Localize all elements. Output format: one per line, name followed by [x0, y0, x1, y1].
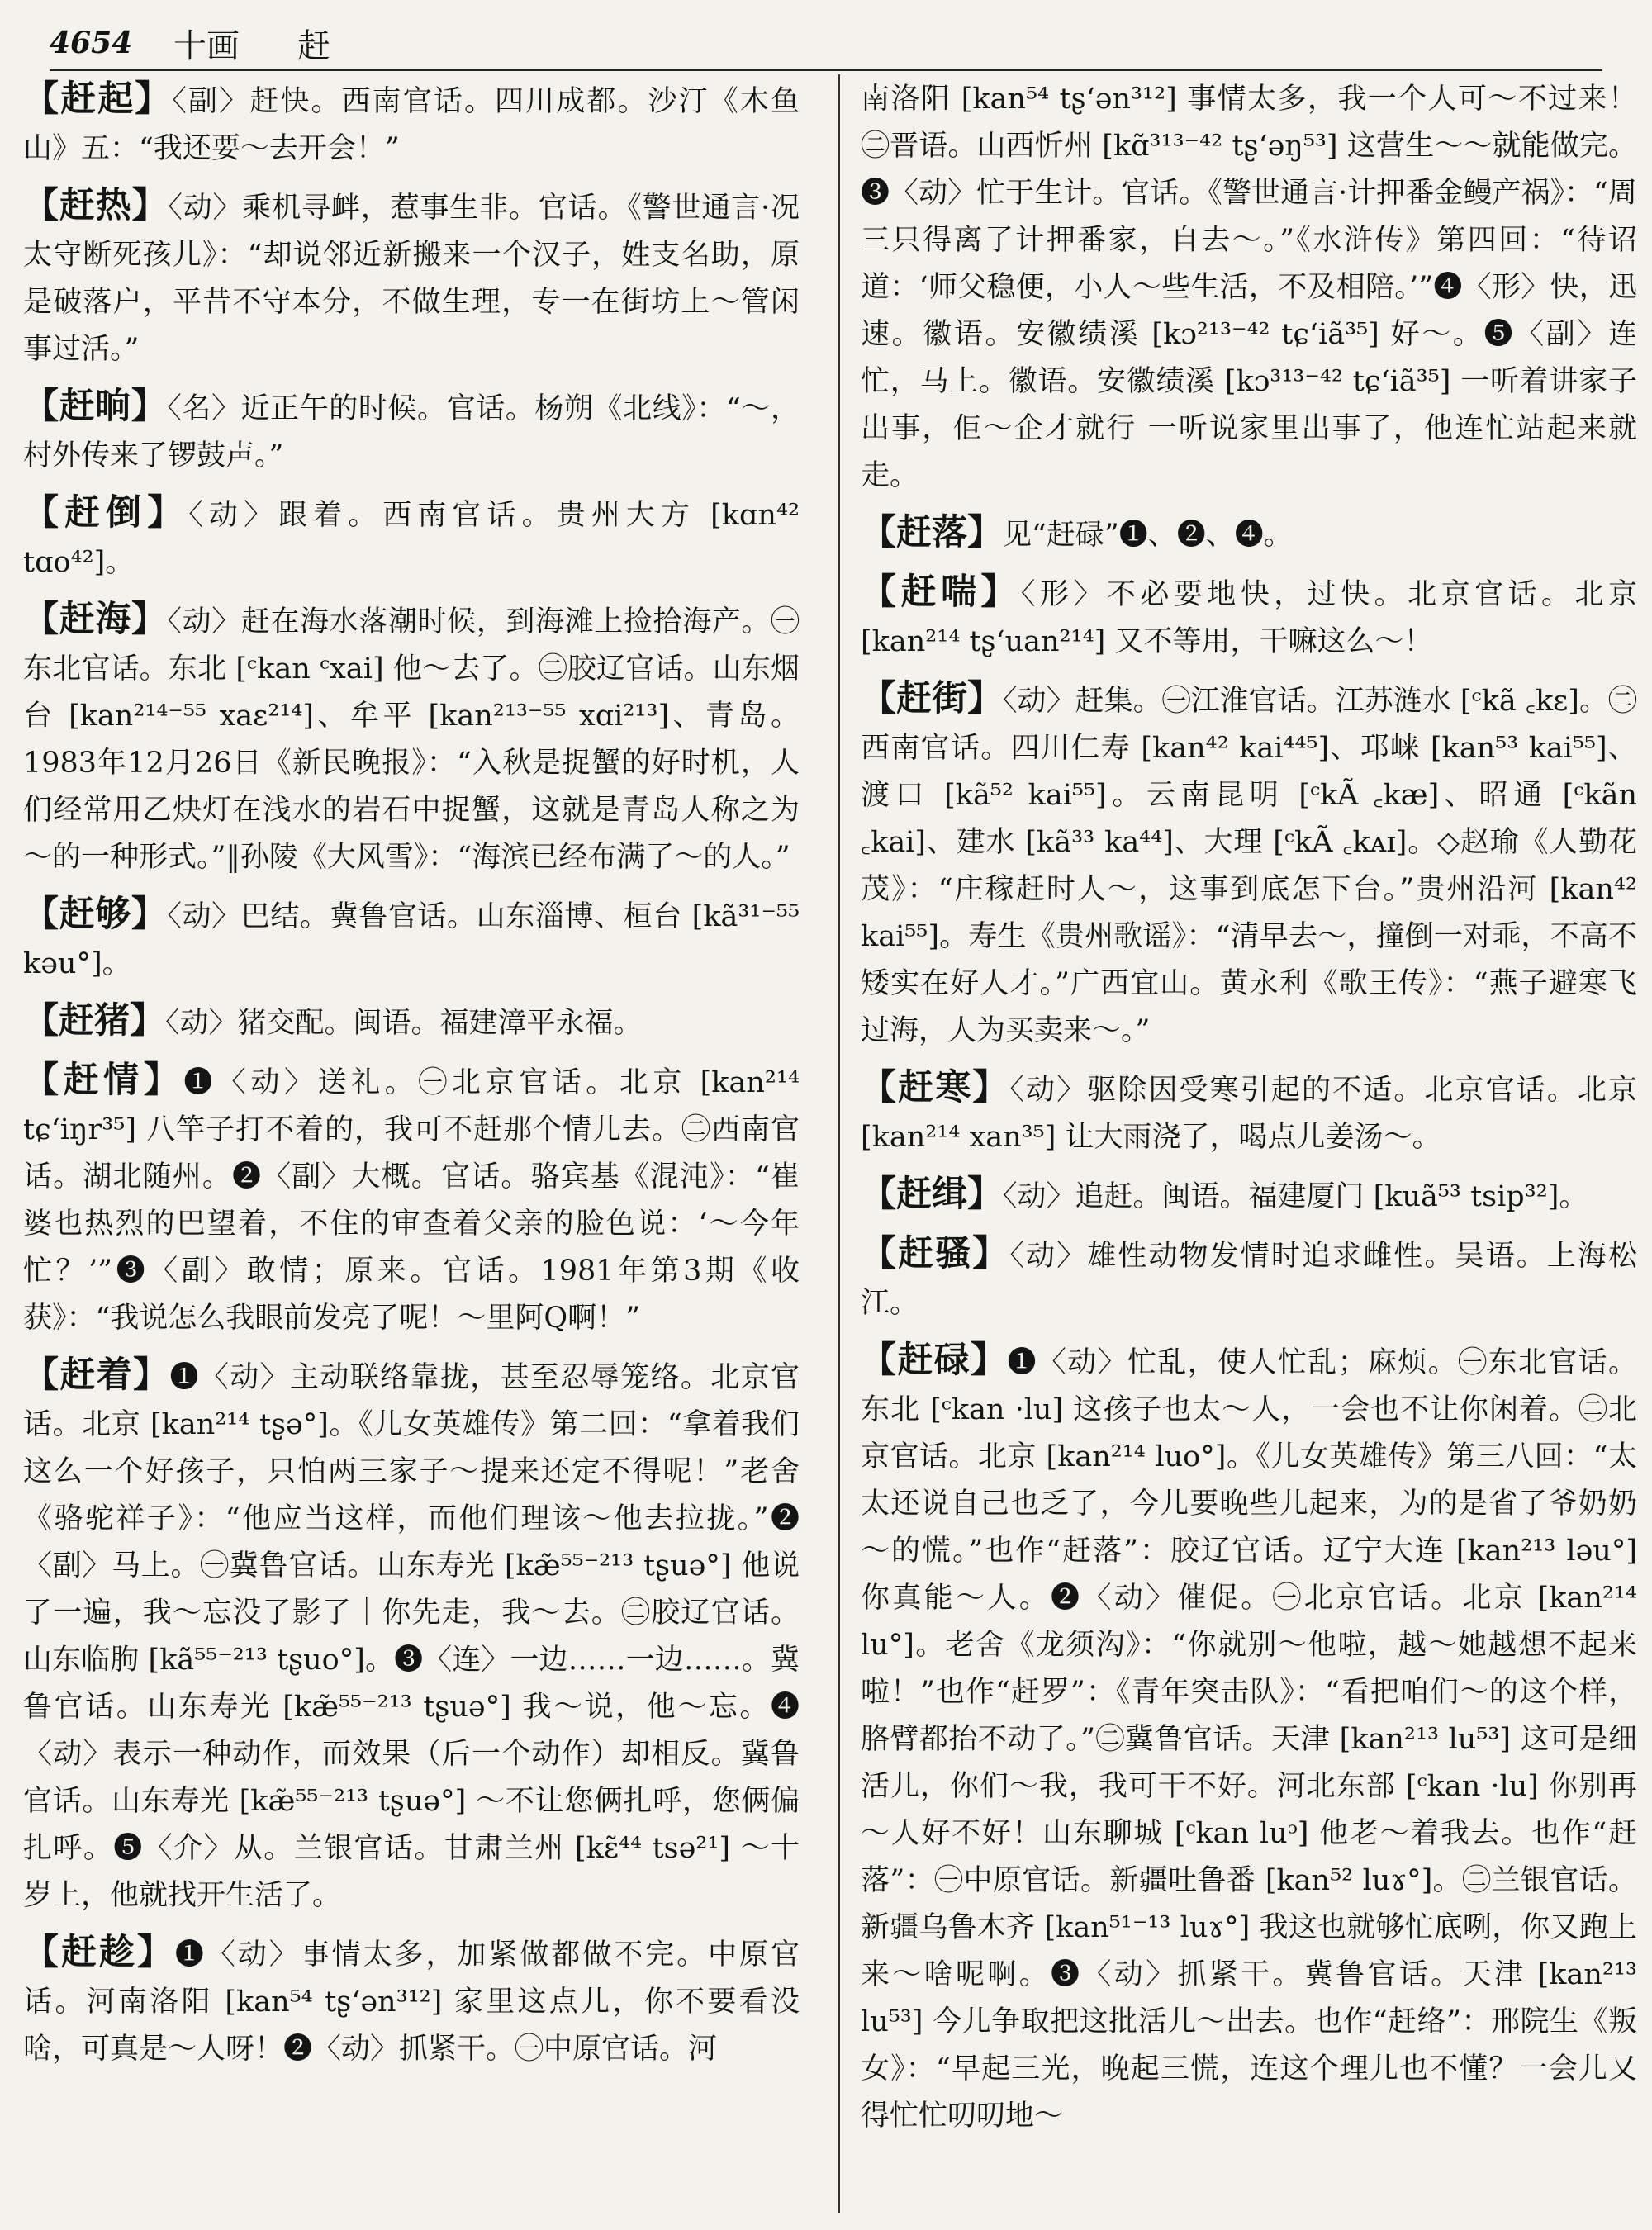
headword: 【赶喘】: [861, 572, 1021, 613]
entry-gansao: [861, 1231, 1637, 1327]
headword: 【赶晌】: [23, 386, 168, 427]
entry-ganhai: [23, 596, 800, 881]
entry-gangou: [23, 891, 800, 988]
entry-ganzhu: [23, 998, 800, 1047]
headword: 【赶着】: [23, 1355, 170, 1396]
column-divider: [838, 74, 840, 2213]
headword: 【赶倒】: [23, 492, 189, 534]
headword: 【赶海】: [23, 599, 168, 640]
headword: 【赶落】: [861, 512, 1003, 553]
definition: ❶〈动〉忙乱，使人忙乱；麻烦。㊀东北官话。东北 [ᶜkan ·lu] 这孩子也太～人，一会也不让你闲着。㊁北京官话。北京 [kan²¹⁴ luo°]。《儿女英雄传》第三八回：“太太还说自己也乏了，今儿要晚些儿起来，为的是省了爷奶奶～的慌。”也作“赶落”：胶辽官话。辽宁大连 [kan²¹³ ləu°] 你真能～人。❷〈动〉催促。㊀北京官话。北京 [kan²¹⁴ lu°]。老舍《龙须沟》：“你就别～他啦，越～她越想不起来啦！”也作“赶罗”：《青年突击队》：“看把咱们～的这个样，胳臂都抬不动了。”㊁冀鲁官话。天津 [kan²¹³ lu⁵³] 这可是细活儿，你们～我，我可干不好。河北东部 [ᶜkan ·lu] 你别再～人好不好！山东聊城 [ᶜkan luᵓ] 他老～着我去。也作“赶落”：㊀中原官话。新疆吐鲁番 [kan⁵² luɤ°]。㊁兰银官话。新疆乌鲁木齐 [kan⁵¹⁻¹³ luɤ°] 我这也就够忙底咧，你又跑上来～啥呢啊。❸〈动〉抓紧干。冀鲁官话。天津 [kan²¹³ lu⁵³] 今儿争取把这批活儿～出去。也作“赶络”：邢院生《叛女》：“早起三光，晚起三慌，连这个理儿也不懂？一会儿又得忙忙叨叨地～: [861, 1346, 1637, 2133]
entry-ganqi: [23, 76, 800, 173]
entry-ganchen: [23, 1929, 800, 2073]
definition: 〈动〉猪交配。闽语。福建漳平永福。: [165, 1007, 643, 1040]
headword: 【赶碌】: [861, 1340, 1008, 1381]
entry-ganji: [861, 1171, 1637, 1221]
headword: 【赶情】: [23, 1060, 184, 1101]
headword: 【赶起】: [23, 78, 173, 120]
entry-ganhan: [861, 1065, 1637, 1161]
definition: 〈副〉赶快。西南官话。四川成都。沙汀《木鱼山》五：“我还要～去开会！”: [23, 85, 800, 165]
entry-ganshang: [23, 383, 800, 480]
definition: 〈动〉跟着。西南官话。贵州大方 [kɑn⁴² tɑo⁴²]。: [23, 499, 800, 579]
definition: 〈动〉赶集。㊀江淮官话。江苏涟水 [ᶜkã ꜀kɛ]。㊁西南官话。四川仁寿 [kan⁴² kai⁴⁴⁵]、邛崃 [kan⁵³ kai⁵⁵]、渡口 [kã⁵² kai⁵⁵]。云南昆明 [ᶜkÃ ꜀kæ]、昭通 [ᶜkãn ꜀kai]、建水 [kã³³ ka⁴⁴]、大理 [ᶜkÃ ꜀kᴀɪ]。◇赵瑜《人勤花茂》：“庄稼赶时人～，这事到底怎下台。”贵州沿河 [kan⁴² kai⁵⁵]。寿生《贵州歌谣》：“清早去～，撞倒一对乖，不高不矮实在好人才。”广西宜山。黄永利《歌王传》：“燕子避寒飞过海，人为买卖来～。”: [861, 685, 1637, 1047]
definition: 〈形〉不必要地快，过快。北京官话。北京 [kan²¹⁴ tʂʻuan²¹⁴] 又不等用，干嘛这么～！: [861, 578, 1637, 658]
definition: 〈动〉追赶。闽语。福建厦门 [kuã⁵³ tsip³²]。: [1003, 1180, 1588, 1213]
definition: ❶〈动〉主动联络靠拢，甚至忍辱笼络。北京官话。北京 [kan²¹⁴ tʂə°]。《儿女英雄传》第二回：“拿着我们这么一个好孩子，只怕两三家子～提来还定不得呢！”老舍《骆驼祥子》：“他应当这样，而他们理该～他去拉拢。”❷〈副〉马上。㊀冀鲁官话。山东寿光 [kæ̃⁵⁵⁻²¹³ tʂuə°] 他说了一遍，我～忘没了影了｜你先走，我～去。㊁胶辽官话。山东临朐 [kã⁵⁵⁻²¹³ tʂuo°]。❸〈连〉一边……一边……。冀鲁官话。山东寿光 [kæ̃⁵⁵⁻²¹³ tʂuə°] 我～说，他～忘。❹〈动〉表示一种动作，而效果（后一个动作）却相反。冀鲁官话。山东寿光 [kæ̃⁵⁵⁻²¹³ tʂuə°] ～不让您俩扎呼，您俩偏扎呼。❺〈介〉从。兰银官话。甘肃兰州 [kɛ̃⁴⁴ tsə²¹] ～十岁上，他就找开生活了。: [23, 1361, 800, 1912]
headword: 【赶猪】: [23, 1000, 165, 1041]
headword: 【赶热】: [23, 185, 169, 226]
definition: 见“赶碌”❶、❷、❹。: [1003, 519, 1293, 552]
header-rule: [50, 69, 1602, 71]
definition: 〈名〉近正午的时候。官话。杨朔《北线》：“～，村外传来了锣鼓声。”: [23, 392, 800, 472]
head-character: 赶: [297, 26, 330, 65]
headword: 【赶趁】: [23, 1932, 175, 1973]
definition: 〈动〉乘机寻衅，惹事生非。官话。《警世通言·况太守断死孩儿》：“却说邻近新搬来一个汉子，姓支名助，原是破落户，平昔不守本分，不做生理，专一在街坊上～管闲事过活。”: [23, 192, 800, 366]
definition: ❶〈动〉送礼。㊀北京官话。北京 [kan²¹⁴ tɕʻiŋr³⁵] 八竿子打不着的，我可不赶那个情儿去。㊁西南官话。湖北随州。❷〈副〉大概。官话。骆宾基《混沌》：“崔婆也热烈的巴望着，不住的审查着父亲的脸色说：‘～今年忙？’”❸〈副〉敢情；原来。官话。1981年第3期《收获》：“我说怎么我眼前发亮了呢！～里阿Q啊！”: [23, 1066, 800, 1335]
entry-ganqing: [23, 1057, 800, 1342]
continued-text: 南洛阳 [kan⁵⁴ tʂʻən³¹²] 事情太多，我一个人可～不过来！㊁晋语。山西忻州 [kɑ̃³¹³⁻⁴² tʂʻəŋ⁵³] 这营生～～就能做完。❸〈动〉忙于生计。官话。《警世通言·计押番金鳗产祸》：“周三只得离了计押番家，自去～。”《水浒传》第四回：“待诏道：‘师父稳便，小人～些生活，不及相陪。’”❹〈形〉快，迅速。徽语。安徽绩溪 [kɔ²¹³⁻⁴² tɕʻiã³⁵] 好～。❺〈副〉连忙，马上。徽语。安徽绩溪 [kɔ³¹³⁻⁴² tɕʻiã³⁵] 一听着讲家子出事，佢～企才就行 一听说家里出事了，他连忙站起来就走。: [861, 83, 1637, 492]
definition: 〈动〉雄性动物发情时追求雌性。吴语。上海松江。: [861, 1240, 1637, 1320]
headword: 【赶骚】: [861, 1233, 1010, 1274]
definition: 〈动〉赶在海水落潮时候，到海滩上捡拾海产。㊀东北官话。东北 [ᶜkan ᶜxai] 他～去了。㊁胶辽官话。山东烟台 [kan²¹⁴⁻⁵⁵ xaɛ²¹⁴]、牟平 [kan²¹³⁻⁵⁵ xɑi²¹³]、青岛。1983年12月26日《新民晚报》：“入秋是捉蟹的好时机，人们经常用乙炔灯在浅水的岩石中捉蟹，这就是青岛人称之为～的一种形式。”‖孙陵《大风雪》：“海滨已经布满了～的人。”: [23, 605, 800, 874]
entry-ganchuan: [861, 569, 1637, 666]
stroke-section: 十画: [173, 26, 240, 65]
page-number: 4654: [50, 26, 133, 60]
entry-ganlu: [861, 1337, 1637, 2140]
headword: 【赶寒】: [861, 1067, 1010, 1108]
left-column: [23, 76, 800, 2220]
headword: 【赶够】: [23, 894, 168, 935]
right-column: [861, 76, 1637, 2220]
headword: 【赶街】: [861, 678, 1004, 719]
headword: 【赶缉】: [861, 1174, 1003, 1215]
entry-ganzhe: [23, 1352, 800, 1919]
entry-gandao: [23, 490, 800, 586]
definition: 〈动〉巴结。冀鲁官话。山东淄博、桓台 [kã³¹⁻⁵⁵ kəu°]。: [23, 900, 800, 980]
definition: ❶〈动〉事情太多，加紧做都做不完。中原官话。河南洛阳 [kan⁵⁴ tʂʻən³¹²] 家里这点儿，你不要看没啥，可真是～人呀！❷〈动〉抓紧干。㊀中原官话。河: [23, 1938, 800, 2066]
page-header: [50, 18, 1602, 68]
entry-ganluo: [861, 510, 1637, 559]
entry-ganre: [23, 183, 800, 373]
entry-ganjie: [861, 676, 1637, 1055]
definition: 〈动〉驱除因受寒引起的不适。北京官话。北京 [kan²¹⁴ xan³⁵] 让大雨浇了，喝点儿姜汤～。: [861, 1074, 1637, 1154]
